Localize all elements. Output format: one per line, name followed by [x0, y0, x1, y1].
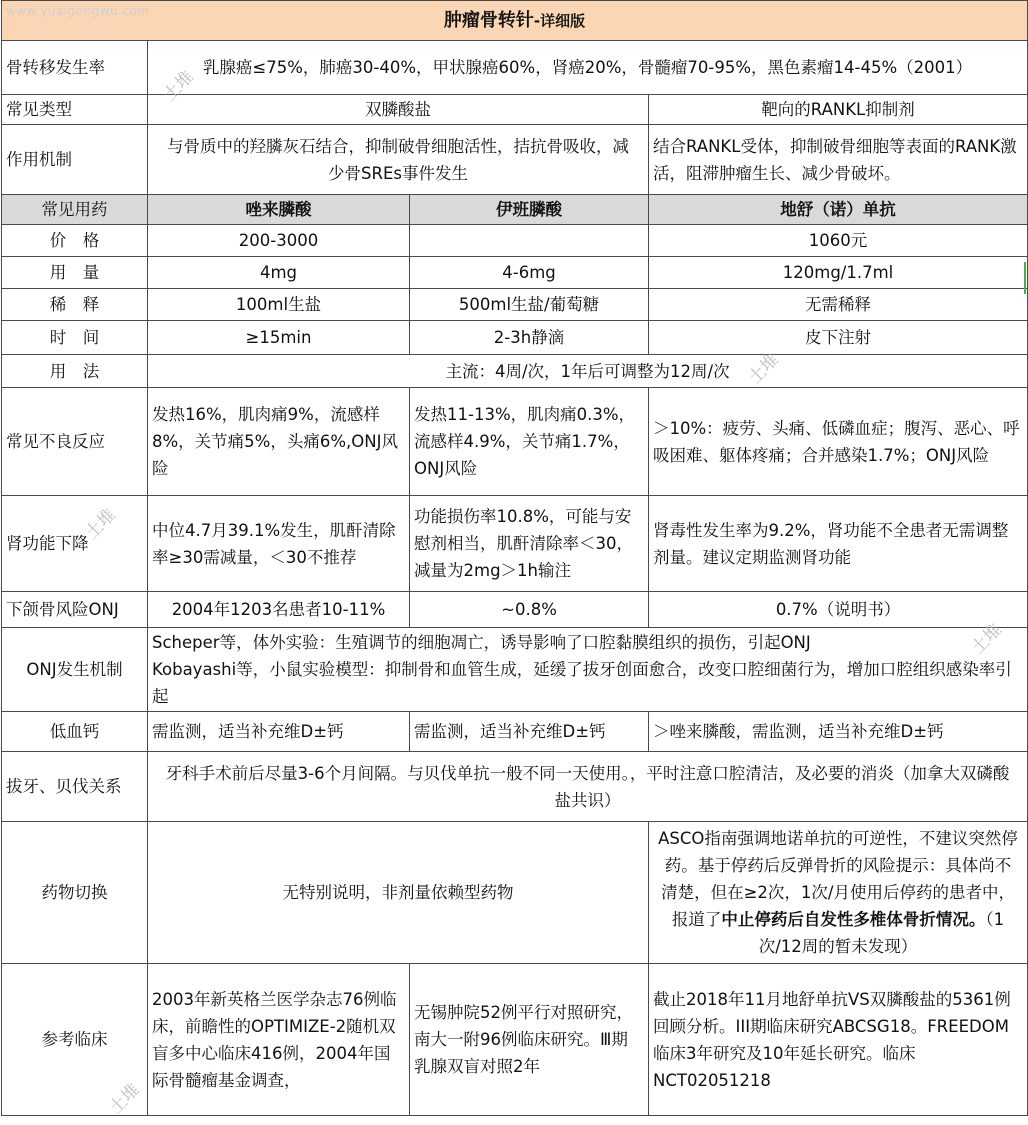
clinical-zoledronic: 2003年新英格兰医学杂志76例临床，前瞻性的OPTIMIZE-2随机双盲多中心临床416例，2004年国际骨髓瘤基金调查，: [148, 964, 410, 1116]
label-usage: 用 法: [2, 355, 148, 388]
renal-ibandronic: 功能损伤率10.8%，可能与安慰剂相当，肌酐清除率＜30，减量为2mg＞1h输注: [410, 496, 649, 592]
type-rankl: 靶向的RANKL抑制剂: [649, 95, 1028, 125]
row-onj-risk: [2, 592, 1028, 628]
onj-risk-denosumab: 0.7%（说明书）: [649, 592, 1028, 628]
cell-edge-marker: [1024, 262, 1026, 294]
dose-zoledronic: 4mg: [148, 257, 410, 289]
hypocalcemia-ibandronic: 需监测，适当补充维D±钙: [410, 712, 649, 752]
row-dose: [2, 257, 1028, 289]
switch-bisphosphonate: 无特别说明，非剂量依赖型药物: [148, 822, 649, 964]
switch-denosumab: [649, 822, 1028, 964]
title-suffix: -详细版: [533, 11, 586, 30]
label-clinical: 参考临床: [2, 964, 148, 1116]
dose-ibandronic: 4-6mg: [410, 257, 649, 289]
onj-risk-ibandronic: ~0.8%: [410, 592, 649, 628]
switch-denosumab-bold: 中止停药后自发性多椎体骨折情况。: [721, 910, 986, 929]
label-onj-mechanism: ONJ发生机制: [2, 628, 148, 712]
adverse-zoledronic: 发热16%，肌肉痛9%，流感样8%，关节痛5%，头痛6%,ONJ风险: [148, 388, 410, 496]
onj-mechanism-line1: Scheper等，体外实验：生殖调节的细胞凋亡，诱导影响了口腔黏膜组织的损伤，引起ONJ: [152, 633, 811, 652]
label-dilution: 稀 释: [2, 289, 148, 321]
row-adverse: [2, 388, 1028, 496]
drug-zoledronic: 唑来膦酸: [148, 195, 410, 225]
row-hypocalcemia: [2, 712, 1028, 752]
mechanism-rankl: 结合RANKL受体，抑制破骨细胞等表面的RANK激活，阻滞肿瘤生长、减少骨破坏。: [649, 125, 1028, 195]
label-hypocalcemia: 低血钙: [2, 712, 148, 752]
drug-denosumab: 地舒（诺）单抗: [649, 195, 1028, 225]
row-usage: [2, 355, 1028, 388]
label-metastasis: 骨转移发生率: [2, 41, 148, 95]
time-ibandronic: 2-3h静滴: [410, 321, 649, 355]
price-zoledronic: 200-3000: [148, 225, 410, 257]
type-bisphosphonate: 双膦酸盐: [148, 95, 649, 125]
row-tooth: [2, 752, 1028, 822]
renal-zoledronic: 中位4.7月39.1%发生，肌酐清除率≥30需减量，＜30不推荐: [148, 496, 410, 592]
drug-comparison-table: [1, 0, 1028, 1116]
row-mechanism: [2, 125, 1028, 195]
onj-mechanism-value: [148, 628, 1028, 712]
clinical-ibandronic: 无锡肿院52例平行对照研究，南大一附96例临床研究。Ⅲ期乳腺双盲对照2年: [410, 964, 649, 1116]
label-types: 常见类型: [2, 95, 148, 125]
row-switch: [2, 822, 1028, 964]
title-main: 肿瘤骨转针: [443, 9, 534, 31]
onj-risk-zoledronic: 2004年1203名患者10-11%: [148, 592, 410, 628]
time-denosumab: 皮下注射: [649, 321, 1028, 355]
row-onj-mechanism: [2, 628, 1028, 712]
row-time: [2, 321, 1028, 355]
hypocalcemia-denosumab: ＞唑来膦酸，需监测，适当补充维D±钙: [649, 712, 1028, 752]
renal-denosumab: 肾毒性发生率为9.2%，肾功能不全患者无需调整剂量。建议定期监测肾功能: [649, 496, 1028, 592]
adverse-ibandronic: 发热11-13%，肌肉痛0.3%，流感样4.9%，关节痛1.7%，ONJ风险: [410, 388, 649, 496]
watermark-3: 土堆: [81, 505, 120, 544]
switch-denosumab-note: （1次/12周的暂未发现）: [758, 910, 1005, 956]
hypocalcemia-zoledronic: 需监测，适当补充维D±钙: [148, 712, 410, 752]
label-adverse: 常见不良反应: [2, 388, 148, 496]
label-tooth: 拔牙、贝伐关系: [2, 752, 148, 822]
label-mechanism: 作用机制: [2, 125, 148, 195]
switch-denosumab-text: ASCO指南强调地诺单抗的可逆性，不建议突然停药。基于停药后反弹骨折的风险提示：具体尚不清楚，但在≥2次，1次/月使用后停药的患者中，报道了: [658, 829, 1018, 929]
watermark-1: 土堆: [159, 67, 198, 106]
label-price: 价 格: [2, 225, 148, 257]
watermark-5: 土堆: [105, 1080, 144, 1119]
watermark-site: www.yuaigongwu.com: [6, 4, 150, 18]
label-time: 时 间: [2, 321, 148, 355]
label-onj-risk: 下颌骨风险ONJ: [2, 592, 148, 628]
price-denosumab: 1060元: [649, 225, 1028, 257]
row-clinical: [2, 964, 1028, 1116]
table-title: [2, 1, 1028, 41]
row-price: [2, 225, 1028, 257]
watermark-4: 土堆: [967, 620, 1006, 659]
price-ibandronic: [410, 225, 649, 257]
onj-mechanism-line2: Kobayashi等，小鼠实验模型：抑制骨和血管生成，延缓了拔牙创面愈合，改变口腔细菌行为，增加口腔组织感染率引起: [152, 660, 1012, 706]
dilution-ibandronic: 500ml生盐/葡萄糖: [410, 289, 649, 321]
row-renal: [2, 496, 1028, 592]
watermark-2: 土堆: [744, 350, 783, 389]
label-drugs: 常见用药: [2, 195, 148, 225]
metastasis-value: 乳腺癌≤75%，肺癌30-40%，甲状腺癌60%，肾癌20%，骨髓瘤70-95%，黑色素瘤14-45%（2001）: [148, 41, 1028, 95]
mechanism-bisphosphonate: 与骨质中的羟膦灰石结合，抑制破骨细胞活性，拮抗骨吸收，减少骨SREs事件发生: [148, 125, 649, 195]
dose-denosumab: 120mg/1.7ml: [649, 257, 1028, 289]
adverse-denosumab: ＞10%：疲劳、头痛、低磷血症；腹泻、恶心、呼吸困难、躯体疼痛；合并感染1.7%；ONJ风险: [649, 388, 1028, 496]
label-renal: 肾功能下降: [2, 496, 148, 592]
usage-value: 主流：4周/次，1年后可调整为12周/次: [148, 355, 1028, 388]
tooth-value: 牙科手术前后尽量3-6个月间隔。与贝伐单抗一般不同一天使用。，平时注意口腔清洁，及必要的消炎（加拿大双磷酸盐共识）: [148, 752, 1028, 822]
time-zoledronic: ≥15min: [148, 321, 410, 355]
title-row: [2, 1, 1028, 41]
row-dilution: [2, 289, 1028, 321]
drug-ibandronic: 伊班膦酸: [410, 195, 649, 225]
label-switch: 药物切换: [2, 822, 148, 964]
row-types: [2, 95, 1028, 125]
clinical-denosumab: 截止2018年11月地舒单抗VS双膦酸盐的5361例回顾分析。III期临床研究ABCSG18。FREEDOM临床3年研究及10年延长研究。临床NCT02051218: [649, 964, 1028, 1116]
dilution-zoledronic: 100ml生盐: [148, 289, 410, 321]
row-metastasis: [2, 41, 1028, 95]
label-dose: 用 量: [2, 257, 148, 289]
row-drugs: [2, 195, 1028, 225]
dilution-denosumab: 无需稀释: [649, 289, 1028, 321]
